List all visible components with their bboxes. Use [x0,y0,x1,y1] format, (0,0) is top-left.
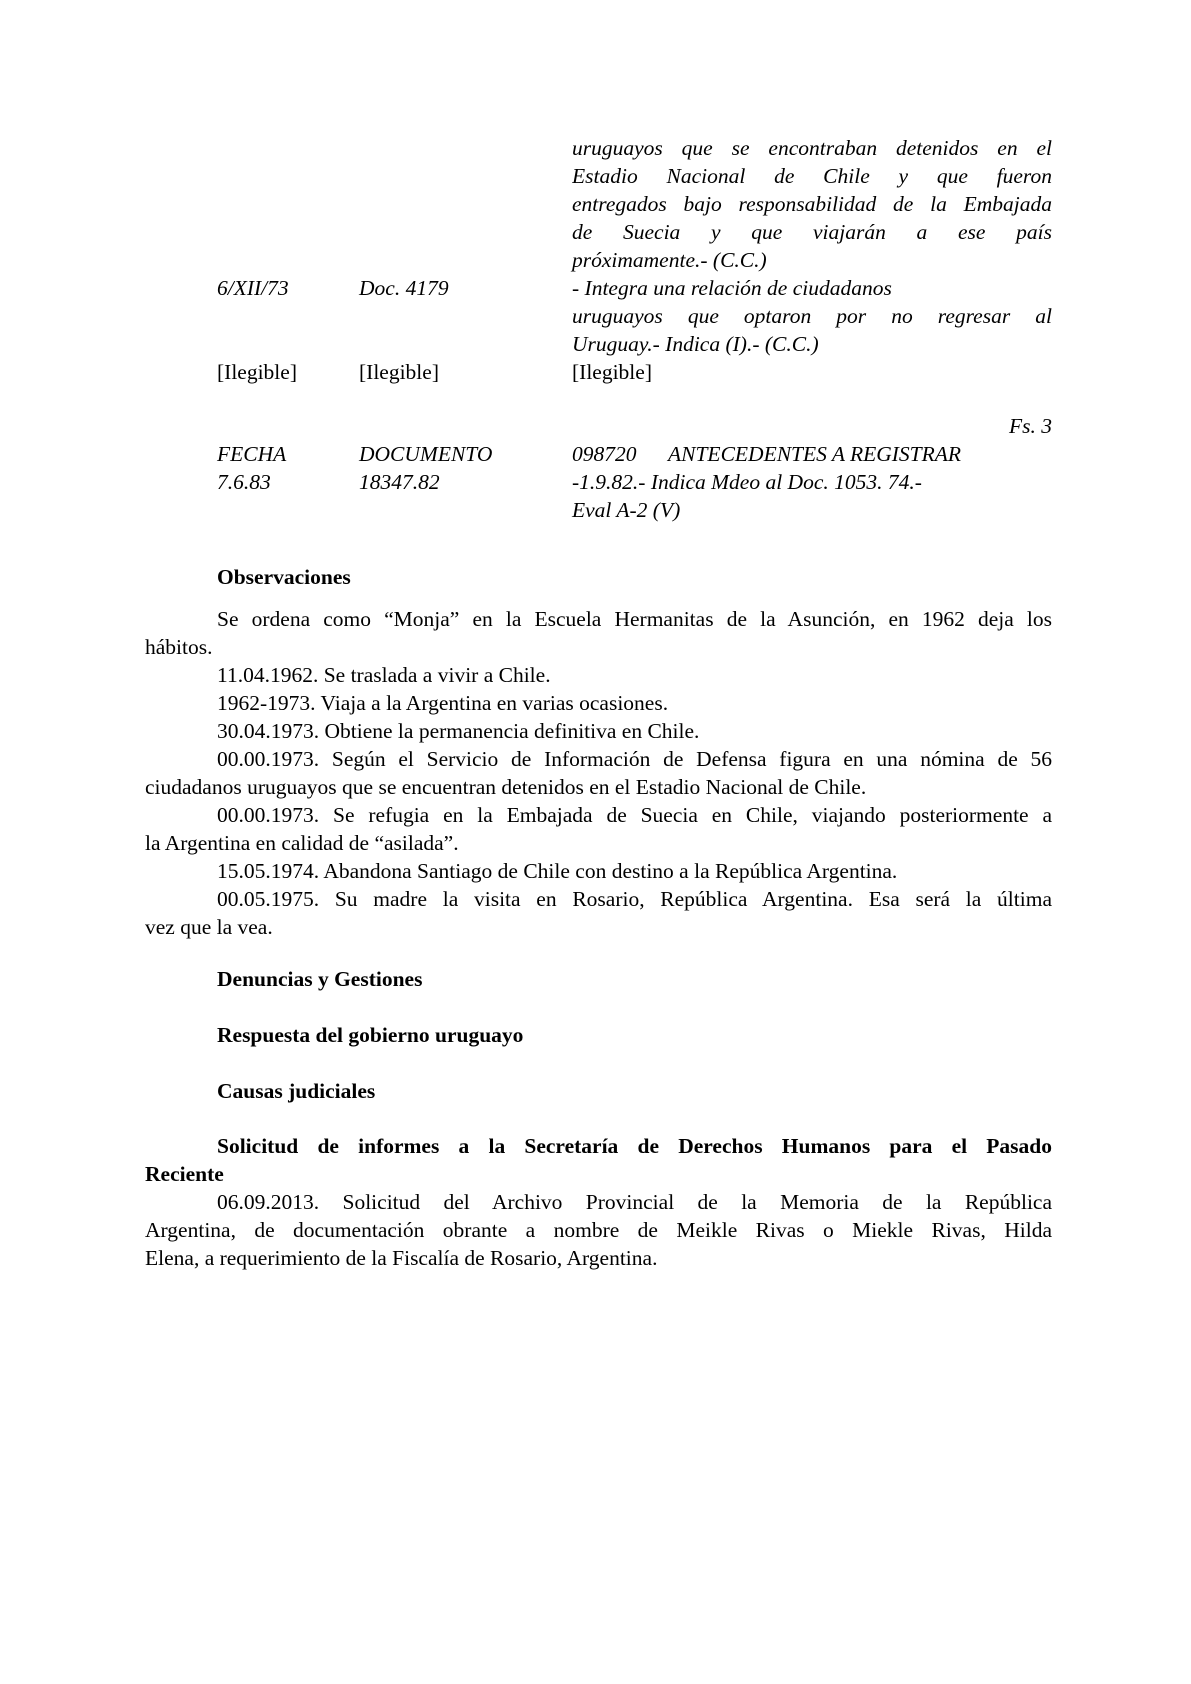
observaciones-heading: Observaciones [217,565,351,589]
paragraph-line: 00.00.1973. Según el Servicio de Información de Defensa figura en una nómina de 56 [217,747,1052,771]
solicitud-body [145,1188,1052,1272]
paragraph-line: Se ordena como “Monja” en la Escuela Hermanitas de la Asunción, en 1962 deja los [217,607,1052,631]
paragraph-line: 00.05.1975. Su madre la visita en Rosario, República Argentina. Esa será la última [217,887,1052,911]
observaciones-body [145,605,1052,941]
entry-text-line: - Integra una relación de ciudadanos [572,276,892,300]
entry-text-line: -1.9.82.- Indica Mdeo al Doc. 1053. 74.- [572,470,922,494]
continuation-line: de Suecia y que viajarán a ese país [572,220,1052,244]
denuncias-heading: Denuncias y Gestiones [217,967,423,991]
solicitud-heading [145,1132,1052,1188]
heading-line: Reciente [145,1162,224,1186]
entry-date: [Ilegible] [217,360,297,384]
entry-date: 6/XII/73 [217,276,289,300]
paragraph-line: la Argentina en calidad de “asilada”. [145,831,459,855]
continuation-line: próximamente.- (C.C.) [572,248,767,272]
header-number: 098720 [572,442,637,466]
header-antecedentes: ANTECEDENTES A REGISTRAR [668,442,962,466]
paragraph-line: 11.04.1962. Se traslada a vivir a Chile. [217,663,551,687]
paragraph-line: 15.05.1974. Abandona Santiago de Chile con destino a la República Argentina. [217,859,898,883]
paragraph-line: 00.00.1973. Se refugia en la Embajada de Suecia en Chile, viajando posteriormente a [217,803,1052,827]
entry-document: Doc. 4179 [359,276,449,300]
entry-date: 7.6.83 [217,470,271,494]
header-documento: DOCUMENTO [359,442,493,466]
heading-line: Solicitud de informes a la Secretaría de Derechos Humanos para el Pasado [217,1134,1052,1158]
paragraph-line: hábitos. [145,635,213,659]
paragraph-line: 06.09.2013. Solicitud del Archivo Provincial de la Memoria de la República [217,1190,1052,1214]
entry-document: 18347.82 [359,470,440,494]
continuation-line: uruguayos que se encontraban detenidos en el [572,136,1052,160]
entry-text-line: uruguayos que optaron por no regresar al [572,304,1052,328]
causas-heading: Causas judiciales [217,1079,376,1103]
entry-text-line: Uruguay.- Indica (I).- (C.C.) [572,332,819,356]
folio-number: Fs. 3 [1009,414,1052,438]
respuesta-heading: Respuesta del gobierno uruguayo [217,1023,524,1047]
entry-text-line: Eval A-2 (V) [572,498,681,522]
paragraph-line: 1962-1973. Viaja a la Argentina en varias ocasiones. [217,691,669,715]
continuation-line: Estadio Nacional de Chile y que fueron [572,164,1052,188]
paragraph-line: vez que la vea. [145,915,273,939]
paragraph-line: Elena, a requerimiento de la Fiscalía de Rosario, Argentina. [145,1246,658,1270]
paragraph-line: ciudadanos uruguayos que se encuentran detenidos en el Estadio Nacional de Chile. [145,775,867,799]
continuation-line: entregados bajo responsabilidad de la Embajada [572,192,1052,216]
paragraph-line: Argentina, de documentación obrante a nombre de Meikle Rivas o Miekle Rivas, Hilda [145,1218,1052,1242]
entry-document: [Ilegible] [359,360,439,384]
paragraph-line: 30.04.1973. Obtiene la permanencia definitiva en Chile. [217,719,700,743]
entry-text-line: [Ilegible] [572,360,652,384]
header-fecha: FECHA [217,442,287,466]
